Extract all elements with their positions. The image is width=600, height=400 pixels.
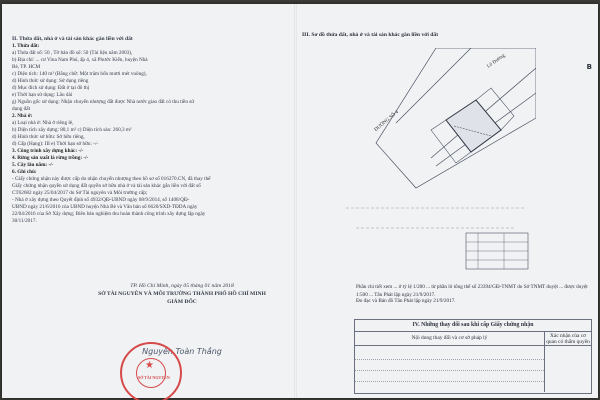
land-plot-label: 1. Thửa đất: <box>12 43 40 49</box>
land-detail-line: d) Hình thức sử dụng: Sử dụng riêng <box>12 78 89 84</box>
diagram-note <box>356 284 596 306</box>
land-detail-line: b) Địa chỉ: ... cư Vina Nam Phú, ấp 4, xã Phước Kiển, huyện Nhà <box>12 57 148 63</box>
notes <box>12 176 292 225</box>
page-fold <box>294 4 297 398</box>
land-detail-line: Bè, TP. HCM <box>12 64 41 70</box>
section-4-title: IV. Những thay đổi sau khi cấp Giấy chứng nhận <box>355 320 591 332</box>
house-detail-line: đ) Cấp (Hạng): III e) Thời hạn sở hữu: -/- <box>12 141 99 147</box>
other-item-line: 3. Công trình xây dựng khác: -/- <box>12 148 84 154</box>
left-page <box>12 12 292 396</box>
changes-confirm-cell <box>545 346 591 392</box>
sign-role: GIÁM ĐỐC <box>167 299 197 305</box>
other-item-line: 6. Ghi chú: <box>12 169 37 175</box>
section-3-title: III. Sơ đồ thửa đất, nhà ở và tài sản khác gắn liền với đất <box>302 32 439 38</box>
section-2-title: II. Thửa đất, nhà ở và tài sản khác gắn liền với đất <box>12 36 133 42</box>
note-line: - Giấy chứng nhận này được cấp do nhận chuyển nhượng theo hồ sơ số 016270.CN, đã thay thế <box>12 176 211 182</box>
signer-name: Nguyễn Toàn Thắng <box>142 347 222 356</box>
land-detail-line: dụng đất <box>12 106 31 112</box>
column-confirm: Xác nhận của cơ quan có thẩm quyền <box>546 333 590 345</box>
signature-block <box>72 282 292 356</box>
land-detail-line: đ) Mục đích sử dụng: Đất ở tại đô thị <box>12 85 90 91</box>
house-details <box>12 120 292 148</box>
land-detail-line: e) Thời hạn sử dụng: Lâu dài <box>12 92 73 98</box>
diagram-note-line2: Đo đạc và Bản đồ Tân Phát lập ngày 21/9/2017. <box>356 298 456 304</box>
other-items <box>12 148 292 176</box>
land-detail-line: a) Thửa đất số: 50 , Tờ bản đồ số: 50 (Tài liệu năm 2003), <box>12 50 133 56</box>
note-line: UBND ngày 21/6/2016 của UBND huyện Nhà Bè và Văn bản số 6620/SXD-TĐDA ngày <box>12 204 198 210</box>
certificate-sheet <box>2 4 598 398</box>
other-item-line: 5. Cây lâu năm: -/- <box>12 162 54 168</box>
right-page <box>302 14 596 394</box>
changes-table-body <box>355 346 591 392</box>
note-line: - Nhà ở xây dựng theo Quyết định số 4932/QĐ-UBND ngày 08/9/2014, số 1408/QĐ- <box>12 197 190 203</box>
diagram-note-text: Phần chi tiết xem ... ở tỷ lệ 1/200 ... từ phần lô tổng thể số 23394/GĐ-TNMT do Sở TNMT duyệt ... được duyệt 1:500 ... Tân Phát lập ngày 21/9/2017. <box>356 284 588 298</box>
road-label-1: ĐƯỜNG SỐ 4 <box>373 110 400 133</box>
house-detail-line: d) Hình thức sở hữu: Sở hữu riêng, <box>12 134 85 140</box>
note-line: 30/11/2017. <box>12 218 37 224</box>
sign-organization: SỞ TÀI NGUYÊN VÀ MÔI TRƯỜNG THÀNH PHỐ HỒ CHÍ MINH <box>98 291 266 297</box>
land-detail-line: c) Diện tích: 140 m² (Bằng chữ: Một trăm bốn mươi mét vuông), <box>12 71 147 77</box>
house-detail-line: a) Loại nhà ở: Nhà ở riêng lẻ, <box>12 120 74 126</box>
house-label: 2. Nhà ở: <box>12 113 33 119</box>
road-label-2: Lô Đường <box>486 53 507 70</box>
land-plot-diagram <box>336 48 536 273</box>
sign-date: TP. Hồ Chí Minh, ngày 05 tháng 01 năm 2018 <box>130 283 234 289</box>
red-seal-stamp: ★ SỞ TÀI NGUYÊN <box>120 342 182 400</box>
house-detail-line: b) Diện tích xây dựng: 80,1 m² c) Diện tích sàn: 260,3 m² <box>12 127 132 133</box>
other-item-line: 4. Rừng sản xuất là rừng trồng: -/- <box>12 155 89 161</box>
changes-table-header <box>355 332 591 346</box>
changes-content-cell <box>355 346 545 392</box>
note-line: Giấy chứng nhận quyền sử dụng đất quyền sở hữu nhà ở và tài sản khác gắn liền với đất số <box>12 183 201 189</box>
changes-table <box>354 319 592 394</box>
label-b: B <box>586 63 592 71</box>
land-detail-line: g) Nguồn gốc sử dụng: Nhận chuyển nhượng đất được Nhà nước giao đất có thu tiền sử <box>12 99 195 105</box>
note-line: CT62682 ngày 25/04/2017 do Sở Tài nguyên và Môi trường cấp; <box>12 190 148 196</box>
land-plot-details <box>12 50 292 113</box>
column-content: Nội dung thay đổi và cơ sở pháp lý <box>355 332 545 345</box>
plot-map-svg <box>336 48 536 273</box>
note-line: 22/04/2016 của Sở Xây dựng; Biên bản nghiệm thu hoàn thành công trình xây dựng lập ngày <box>12 211 206 217</box>
